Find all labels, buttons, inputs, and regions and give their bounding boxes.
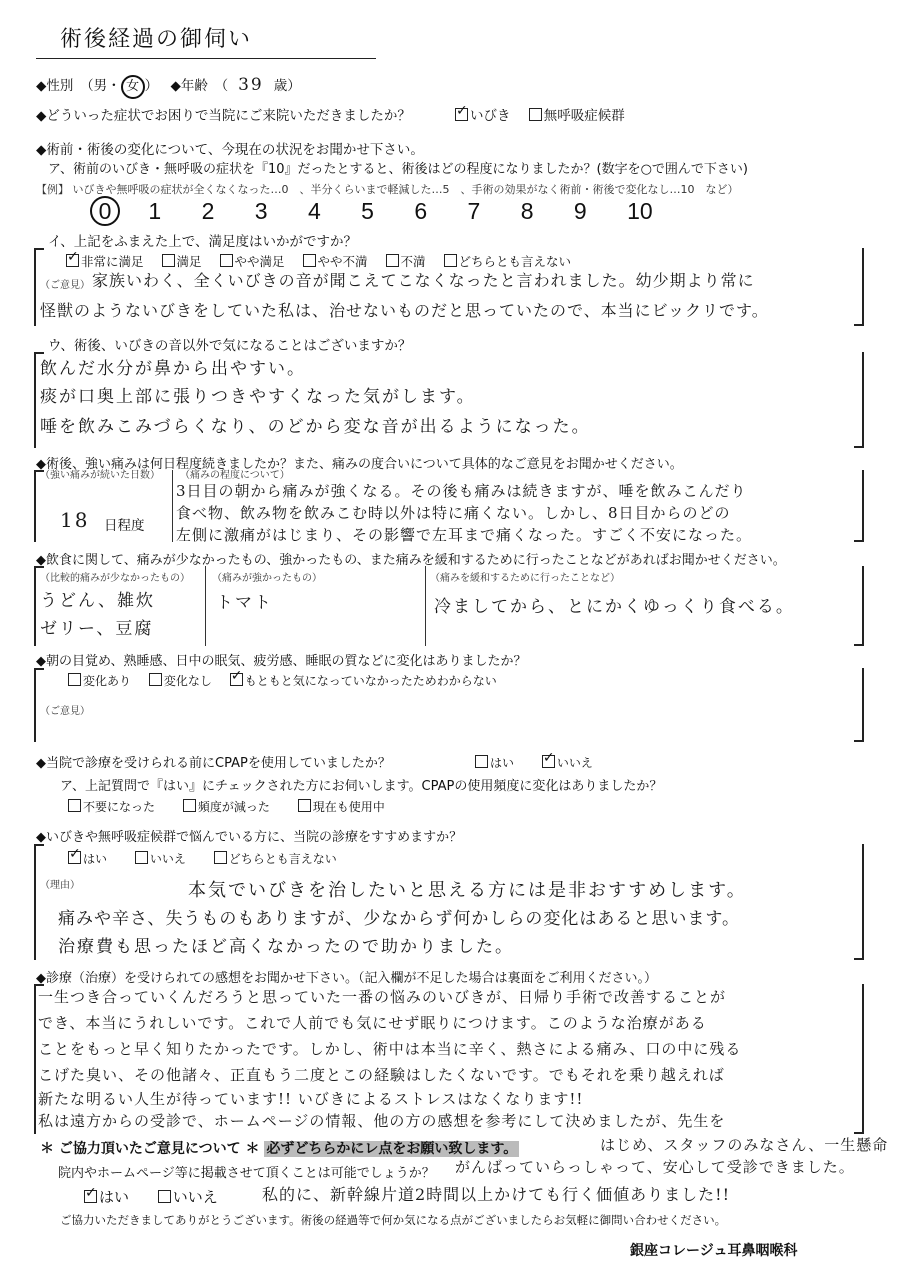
scale-row: [90, 196, 653, 226]
symptom-question: ◆どういった症状でお困りで当院にご来院いただきましたか？: [36, 108, 411, 124]
pain-divider: [172, 470, 173, 542]
other-concerns-line3[interactable]: 唾を飲みこみづらくなり、のどから変な音が出るようになった。: [40, 417, 591, 437]
checkbox-icon[interactable]: [455, 108, 468, 121]
option-label: 不満: [400, 254, 426, 269]
checkbox-icon[interactable]: [149, 673, 162, 686]
sleep-opinion-label: （ご意見）: [40, 706, 90, 717]
option-label: 頻度が減った: [197, 800, 270, 814]
cpap-no[interactable]: [542, 756, 593, 770]
checkbox-icon[interactable]: [68, 851, 81, 864]
option-label: はい: [83, 852, 108, 866]
food-strong-label: （痛みが強かったもの）: [212, 573, 322, 584]
impressions-line2[interactable]: でき、本当にうれしいです。これで人前でも気にせず眠りにつけます。このような治療がある: [38, 1014, 707, 1032]
scale-10[interactable]: 10: [627, 198, 653, 224]
impressions-line1[interactable]: 一生つき合っていくんだろうと思っていた一番の悩みのいびきが、日帰り手術で改善することが: [38, 988, 727, 1006]
food-less-label: （比較的痛みが少なかったもの）: [40, 573, 190, 584]
impressions-question: ◆診療（治療）を受けられての感想をお聞かせ下さい。（記入欄が不足した場合は裏面をご利用ください。）: [36, 971, 657, 986]
impressions-line3[interactable]: ことをもっと早く知りたかったです。しかし、術中は本当に辛く、熱さによる痛み、口の中に残る: [38, 1040, 742, 1058]
impressions-line7[interactable]: はじめ、スタッフのみなさん、一生懸命: [600, 1136, 889, 1154]
food-less-line2[interactable]: ゼリー、豆腐: [40, 619, 154, 639]
cpap-question: ◆当院で診療を受けられる前にCPAPを使用していましたか？: [36, 756, 391, 771]
food-strong-value[interactable]: トマト: [216, 593, 273, 613]
checkbox-icon[interactable]: [298, 799, 311, 812]
scale-6[interactable]: 6: [414, 198, 428, 224]
satisfaction-very-satisfied[interactable]: [66, 254, 144, 269]
satisfaction-somewhat-dissatisfied[interactable]: [303, 254, 368, 269]
impressions-line9[interactable]: 私的に、新幹線片道2時間以上かけても行く価値ありました!!: [262, 1185, 731, 1204]
sleep-unknown[interactable]: [230, 674, 497, 688]
option-label: はい: [490, 756, 515, 770]
sleep-changed[interactable]: [68, 674, 131, 688]
satisfaction-opinion-line2[interactable]: 怪獣のようないびきをしていた私は、治せないものだと思っていたので、本当にビックリです。: [40, 301, 769, 320]
pain-days-value[interactable]: 18: [60, 508, 90, 532]
cpap-sub-question: ア、上記質問で『はい』にチェックされた方にお伺いします。CPAPの使用頻度に変化はありましたか？: [60, 779, 663, 794]
scale-1[interactable]: 1: [148, 198, 162, 224]
consent-label: ＊ ご協力頂いたご意見について ＊: [40, 1141, 260, 1157]
option-label: 不要になった: [83, 800, 156, 814]
option-label: いいえ: [172, 1188, 218, 1206]
option-label: 変化あり: [83, 674, 132, 688]
age-unit: 歳）: [273, 78, 301, 94]
satisfaction-opinion-line1[interactable]: 家族いわく、全くいびきの音が聞こえてこなくなったと言われました。幼少期より常に: [92, 271, 755, 290]
impressions-line8[interactable]: がんばっていらっしゃって、安心して受診できました。: [455, 1158, 855, 1176]
change-question: ◆術前・術後の変化について、今現在の状況をお聞かせ下さい。: [36, 142, 424, 158]
change-example: 【例】 いびきや無呼吸の症状が全くなくなった…0 、半分くらいまで軽減した…5 、手術の効果がなく術前・術後で変化なし…10 など）: [36, 183, 739, 196]
scale-7[interactable]: 7: [467, 198, 481, 224]
other-concerns-line2[interactable]: 痰が口奥上部に張りつきやすくなった気がします。: [40, 387, 476, 407]
recommend-question: ◆いびきや無呼吸症候群で悩んでいる方に、当院の診療をすすめますか？: [36, 830, 463, 845]
option-label: 満足: [176, 254, 202, 269]
recommend-reason-label: （理由）: [40, 880, 80, 891]
pain-days-label: （強い痛みが続いた日数）: [40, 470, 160, 481]
satisfaction-dissatisfied[interactable]: [386, 254, 426, 269]
change-sub-a: ア、術前のいびき・無呼吸の症状を『10』だったとすると、術後はどの程度になりましたか？(数字を○で囲んで下さい): [48, 162, 748, 177]
scale-8[interactable]: 8: [520, 198, 534, 224]
gender-female-selected[interactable]: 女: [121, 75, 145, 99]
pain-line1[interactable]: 3日目の朝から痛みが強くなる。その後も痛みは続きますが、唾を飲みこんだり: [176, 482, 747, 500]
recommend-yes[interactable]: [68, 852, 107, 866]
age-value[interactable]: 39: [238, 75, 264, 95]
consent-no[interactable]: [158, 1188, 218, 1206]
satisfaction-question: イ、上記をふまえた上で、満足度はいかがですか？: [48, 234, 358, 250]
option-label: はい: [99, 1188, 130, 1206]
food-relief-label: （痛みを緩和するために行ったことなど）: [430, 573, 620, 584]
satisfaction-neither[interactable]: [444, 254, 572, 269]
checkbox-icon[interactable]: [230, 673, 243, 686]
cpap-options: [475, 754, 593, 771]
option-label: 現在も使用中: [312, 800, 385, 814]
food-question: ◆飲食に関して、痛みが少なかったもの、強かったもの、また痛みを緩和するために行ったことなどがあればお聞かせください。: [36, 553, 786, 568]
cpap-yes[interactable]: [475, 756, 514, 770]
satisfaction-satisfied[interactable]: [162, 254, 202, 269]
impressions-line5[interactable]: 新たな明るい人生が待っています!! いびきによるストレスはなくなります!!: [38, 1090, 584, 1108]
food-divider-2: [425, 566, 426, 646]
symptom-options: [455, 104, 625, 124]
consent-yes[interactable]: [84, 1188, 129, 1206]
symptom-option-apnea[interactable]: [529, 108, 625, 124]
pain-line2[interactable]: 食べ物、飲み物を飲みこむ時以外は特に痛くない。しかし、8日目からのどの: [176, 504, 731, 522]
pain-question: ◆術後、強い痛みは何日程度続きましたか？また、痛みの度合いについて具体的なご意見をお聞かせください。: [36, 457, 683, 472]
food-relief-value[interactable]: 冷ましてから、とにかくゆっくり食べる。: [434, 597, 795, 617]
thanks-message: ご協力いただきましてありがとうございます。術後の経過等で何か気になる点がございましたらお気軽に御問い合わせください。: [60, 1213, 727, 1227]
gender-label: ◆性別 （男・: [36, 78, 121, 94]
checkbox-icon[interactable]: [162, 254, 175, 267]
checkbox-icon[interactable]: [66, 254, 79, 267]
scale-4[interactable]: 4: [307, 198, 321, 224]
recommend-line2[interactable]: 痛みや辛さ、失うものもありますが、少なからず何かしらの変化はあると思います。: [58, 909, 740, 929]
sleep-question: ◆朝の目覚め、熟睡感、日中の眠気、疲労感、睡眠の質などに変化はありましたか？: [36, 654, 527, 669]
consent-question: 院内やホームページ等に掲載させて頂くことは可能でしょうか？: [58, 1166, 435, 1181]
checkbox-icon[interactable]: [68, 799, 81, 812]
option-label: 非常に満足: [81, 254, 144, 269]
impressions-line4[interactable]: こげた臭い、その他諸々、正直もう二度とこの経験はしたくないです。でもそれを乗り越えれば: [38, 1066, 725, 1084]
age-label: ◆年齢 （: [170, 78, 229, 94]
scale-5[interactable]: 5: [361, 198, 374, 224]
recommend-line1[interactable]: 本気でいびきを治したいと思える方には是非おすすめします。: [188, 880, 747, 901]
checkbox-icon[interactable]: [303, 254, 316, 267]
checkbox-icon[interactable]: [158, 1190, 171, 1203]
clinic-name: 銀座コレージュ耳鼻咽喉科: [630, 1243, 798, 1259]
satisfaction-somewhat-satisfied[interactable]: [220, 254, 285, 269]
checkbox-icon[interactable]: [475, 755, 488, 768]
satisfaction-opinion-label: （ご意見）: [40, 280, 90, 291]
symptom-option-snoring[interactable]: [455, 108, 511, 124]
checkbox-icon[interactable]: [542, 755, 555, 768]
checkbox-icon[interactable]: [68, 673, 81, 686]
option-label: どちらとも言えない: [458, 254, 572, 269]
option-label: もともと気になっていなかったためわからない: [244, 674, 497, 688]
pain-line3[interactable]: 左側に激痛がはじまり、その影響で左耳まで痛くなった。すごく不安になった。: [176, 526, 753, 544]
cpap-not-needed[interactable]: [68, 800, 155, 814]
recommend-options: [68, 850, 337, 867]
page-title: 術後経過の御伺い: [60, 27, 253, 52]
option-label: いいえ: [149, 852, 186, 866]
scale-3[interactable]: 3: [254, 198, 268, 224]
option-label: いいえ: [556, 756, 593, 770]
cpap-reduced[interactable]: [183, 800, 270, 814]
consent-highlight: 必ずどちらかにレ点をお願い致します。: [266, 1141, 518, 1157]
checkbox-icon[interactable]: [529, 108, 542, 121]
checkbox-icon[interactable]: [84, 1190, 97, 1203]
sleep-options: [68, 672, 497, 689]
recommend-neither[interactable]: [214, 852, 337, 866]
pain-days-unit: 日程度: [104, 518, 145, 534]
cpap-sub-options: [68, 798, 385, 815]
consent-options: [84, 1186, 218, 1207]
checkbox-icon[interactable]: [444, 254, 457, 267]
option-label: いびき: [470, 108, 511, 124]
consent-row: [40, 1138, 519, 1158]
option-label: 変化なし: [163, 674, 212, 688]
other-concerns-line1[interactable]: 飲んだ水分が鼻から出やすい。: [40, 359, 306, 379]
scale-2[interactable]: 2: [201, 198, 215, 224]
option-label: やや不満: [317, 254, 368, 269]
pain-degree-label: （痛みの程度について）: [180, 470, 290, 481]
checkbox-icon[interactable]: [183, 799, 196, 812]
recommend-line3[interactable]: 治療費も思ったほど高くなかったので助かりました。: [58, 937, 514, 957]
recommend-no[interactable]: [135, 852, 186, 866]
option-label: やや満足: [234, 254, 285, 269]
food-divider-1: [205, 566, 206, 646]
checkbox-icon[interactable]: [220, 254, 233, 267]
checkbox-icon[interactable]: [135, 851, 148, 864]
gender-close: ）: [144, 78, 159, 94]
food-less-line1[interactable]: うどん、雑炊: [40, 591, 156, 611]
impressions-line6[interactable]: 私は遠方からの受診で、ホームページの情報、他の方の感想を参考にして決めましたが、先生を: [38, 1112, 726, 1130]
other-concerns-question: ウ、術後、いびきの音以外で気になることはございますか？: [48, 338, 412, 354]
cpap-still-using[interactable]: [298, 800, 385, 814]
gender-age-row: [36, 74, 301, 99]
checkbox-icon[interactable]: [386, 254, 399, 267]
scale-0-selected[interactable]: 0: [90, 196, 120, 226]
option-label: どちらとも言えない: [228, 852, 337, 866]
checkbox-icon[interactable]: [214, 851, 227, 864]
scale-9[interactable]: 9: [573, 198, 587, 224]
option-label: 無呼吸症候群: [543, 108, 625, 124]
sleep-no-change[interactable]: [149, 674, 212, 688]
title-underline: [36, 58, 376, 59]
